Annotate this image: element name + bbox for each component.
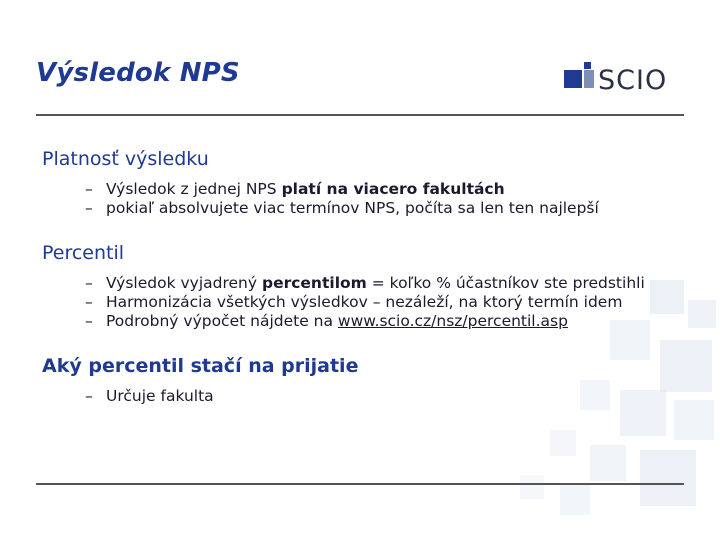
section-admission (42, 353, 692, 406)
item-text: Harmonizácia všetkých výsledkov – nezáleží, na ktorý termín idem (106, 293, 623, 311)
item-emphasis: percentilom (261, 274, 367, 292)
section-heading: Percentil (42, 242, 125, 264)
top-divider (36, 114, 684, 116)
dash-bullet: – (85, 180, 93, 198)
list-item (42, 274, 692, 293)
slide-content (42, 146, 692, 420)
section-heading: Platnosť výsledku (42, 148, 209, 170)
list-item (42, 293, 692, 312)
item-text: = koľko % účastníkov ste predstihli (366, 274, 645, 292)
logo-text: SCIO (598, 65, 668, 96)
list-item (42, 199, 692, 218)
item-text: pokiaľ absolvujete viac termínov NPS, počíta sa len ten najlepší (106, 199, 599, 217)
item-emphasis: platí na viacero fakultách (281, 180, 505, 198)
bullet-list (42, 387, 692, 406)
item-text: Podrobný výpočet nájdete na (106, 312, 338, 330)
list-item (42, 387, 692, 406)
section-percentile (42, 240, 692, 331)
scio-logo (562, 56, 684, 98)
dash-bullet: – (85, 387, 93, 405)
item-text: Výsledok z jednej NPS (106, 180, 282, 198)
dash-bullet: – (85, 312, 93, 330)
percentil-link[interactable]: www.scio.cz/nsz/percentil.asp (337, 312, 568, 330)
bullet-list (42, 274, 692, 331)
page-title: Výsledok NPS (36, 58, 240, 88)
bottom-divider (36, 483, 684, 485)
dash-bullet: – (85, 293, 93, 311)
list-item (42, 312, 692, 331)
item-text: Určuje fakulta (106, 387, 214, 405)
section-heading: Aký percentil stačí na prijatie (42, 355, 359, 377)
dash-bullet: – (85, 199, 93, 217)
list-item (42, 180, 692, 199)
dash-bullet: – (85, 274, 93, 292)
bullet-list (42, 180, 692, 218)
item-text: Výsledok vyjadrený (106, 274, 262, 292)
section-validity (42, 146, 692, 218)
